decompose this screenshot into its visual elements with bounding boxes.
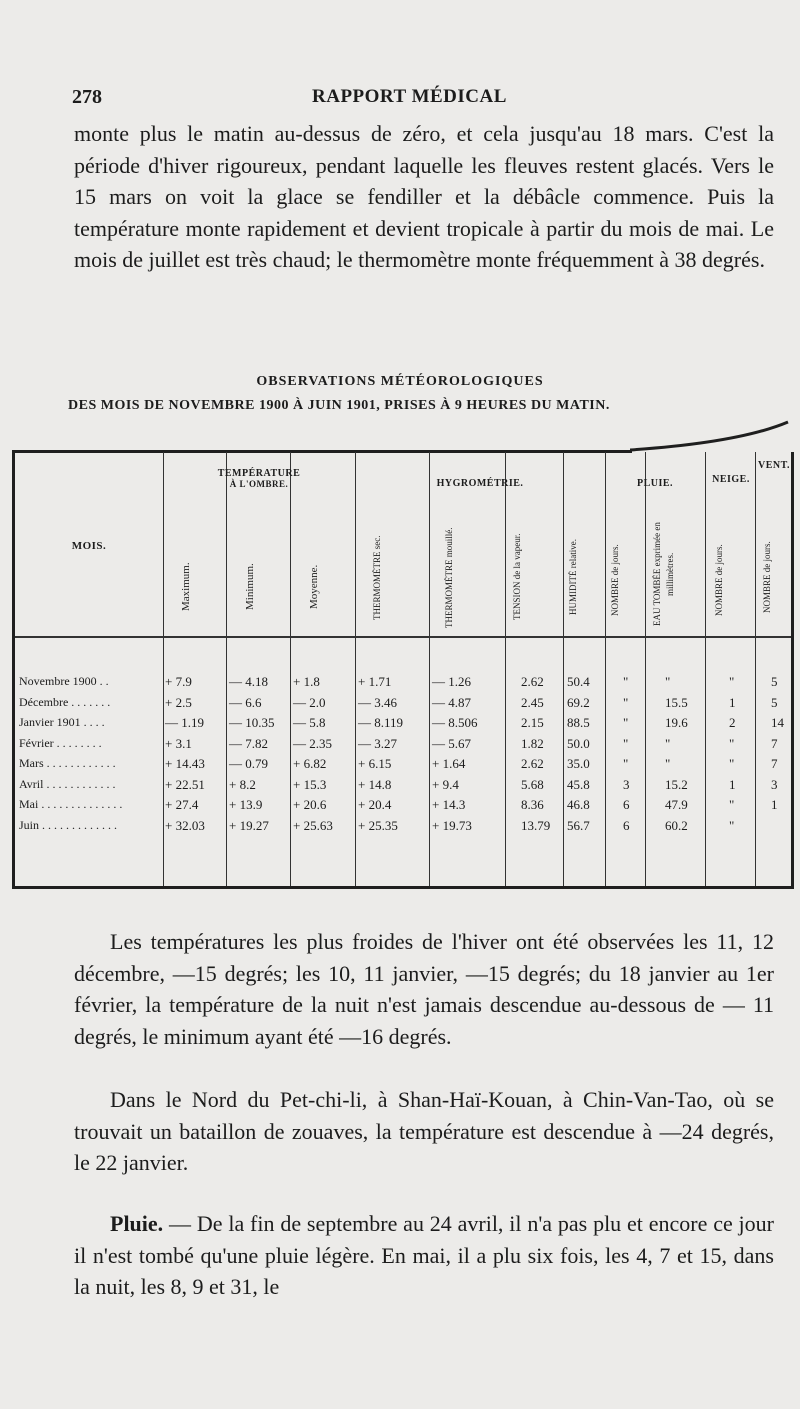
col-neige-jours: NOMBRE de jours. [714, 544, 724, 616]
paragraph-4: Pluie. — De la fin de septembre au 24 avril, il n'a pas plu et encore ce jour il n'est tombé qu'une pluie légère. En mai, il a plu six fois, les 4, 7 et 15, dans la nuit, les 8, 9 et 31, le [74, 1211, 774, 1299]
table-row: Avril . . . . . . . . . . . . + 22.51 + 8.2 + 15.3 + 14.8 + 9.4 5.68 45.8 3 15.2 1 3 [19, 776, 778, 792]
group-pluie: PLUIE. [636, 478, 674, 489]
col-thermometre-mouille: THERMOMÈTRE mouillé. [444, 527, 454, 629]
group-vent: VENT. [757, 460, 791, 471]
table-row: Mai . . . . . . . . . . . . . . + 27.4 + 13.9 + 20.6 + 20.4 + 14.3 8.36 46.8 6 47.9 " 1 [19, 797, 778, 812]
col-minimum: Minimum. [244, 563, 256, 611]
col-vent-jours: NOMBRE de jours. [762, 541, 772, 613]
meteo-table [12, 452, 794, 889]
table-title: OBSERVATIONS MÉTÉOROLOGIQUES [256, 374, 544, 389]
col-thermometre-sec: THERMOMÈTRE sec. [372, 535, 382, 621]
col-pluie-jours: NOMBRE de jours. [610, 544, 620, 616]
page-number: 278 [72, 86, 102, 108]
group-neige: NEIGE. [712, 474, 750, 485]
table-row: Janvier 1901 . . . . — 1.19 — 10.35 — 5.8 — 8.119 — 8.506 2.15 88.5 " 19.6 2 14 [19, 715, 784, 730]
table-body [15, 674, 791, 838]
paragraph-1: monte plus le matin au-dessus de zéro, et cela jusqu'au 18 mars. C'est la période d'hiver rigoureux, pendant laquelle les fleuves restent glacés. Vers le 15 mars on voit la glace se fendiller et la débâcle commence. Puis la température monte rapidement et devient tropicale à partir du mois de mai. Le mois de juillet est très chaud; le thermomètre monte fréquemment à 38 degrés. [74, 121, 774, 272]
table-row: Décembre . . . . . . . + 2.5 — 6.6 — 2.0 — 3.46 — 4.87 2.45 69.2 " 15.5 1 5 [19, 694, 778, 710]
col-tension: TENSION de la vapeur. [512, 533, 522, 621]
table-row: Novembre 1900 . . + 7.9 — 4.18 + 1.8 + 1.71 — 1.26 2.62 50.4 " " " 5 [19, 674, 778, 689]
paragraph-2: Les températures les plus froides de l'hiver ont été observées les 11, 12 décembre, —15 degrés; les 10, 11 janvier, —15 degrés; du 18 janvier au 1er février, la température de la nuit n'est jamais descendue au-dessous de — 11 degrés, le minimum ayant été —16 degrés. [74, 929, 774, 1049]
group-hygrometrie: HYGROMÉTRIE. [436, 478, 524, 489]
table-row: Mars . . . . . . . . . . . . + 14.43 — 0.79 + 6.82 + 6.15 + 1.64 2.62 35.0 " " " 7 [19, 756, 778, 771]
paragraph-3: Dans le Nord du Pet-chi-li, à Shan-Haï-Kouan, à Chin-Van-Tao, où se trouvait un bataillon de zouaves, la température est descendue à —24 degrés, le 22 janvier. [74, 1087, 774, 1175]
table-row: Février . . . . . . . . + 3.1 — 7.82 — 2.35 — 3.27 — 5.67 1.82 50.0 " " " 7 [19, 735, 778, 751]
section-lead: Pluie. [110, 1211, 164, 1236]
group-temperature: TEMPÉRATURE À L'OMBRE. [217, 468, 301, 489]
col-eau-tombee: EAU TOMBÉE exprimée en millimètres. [652, 522, 675, 626]
running-title: RAPPORT MÉDICAL [312, 86, 507, 107]
header-rule [15, 636, 791, 638]
table-subtitle: DES MOIS DE NOVEMBRE 1900 À JUIN 1901, PRISES À 9 HEURES DU MATIN. [68, 398, 610, 413]
col-mois: MOIS. [71, 540, 107, 552]
page-header [72, 86, 772, 114]
col-maximum: Maximum. [180, 562, 192, 612]
col-humidite: HUMIDITÉ relative. [568, 539, 578, 615]
table-row: Juin . . . . . . . . . . . . . + 32.03 + 19.27 + 25.63 + 25.35 + 19.73 13.79 56.7 6 60.2 " [19, 817, 735, 833]
col-moyenne: Moyenne. [308, 564, 320, 610]
